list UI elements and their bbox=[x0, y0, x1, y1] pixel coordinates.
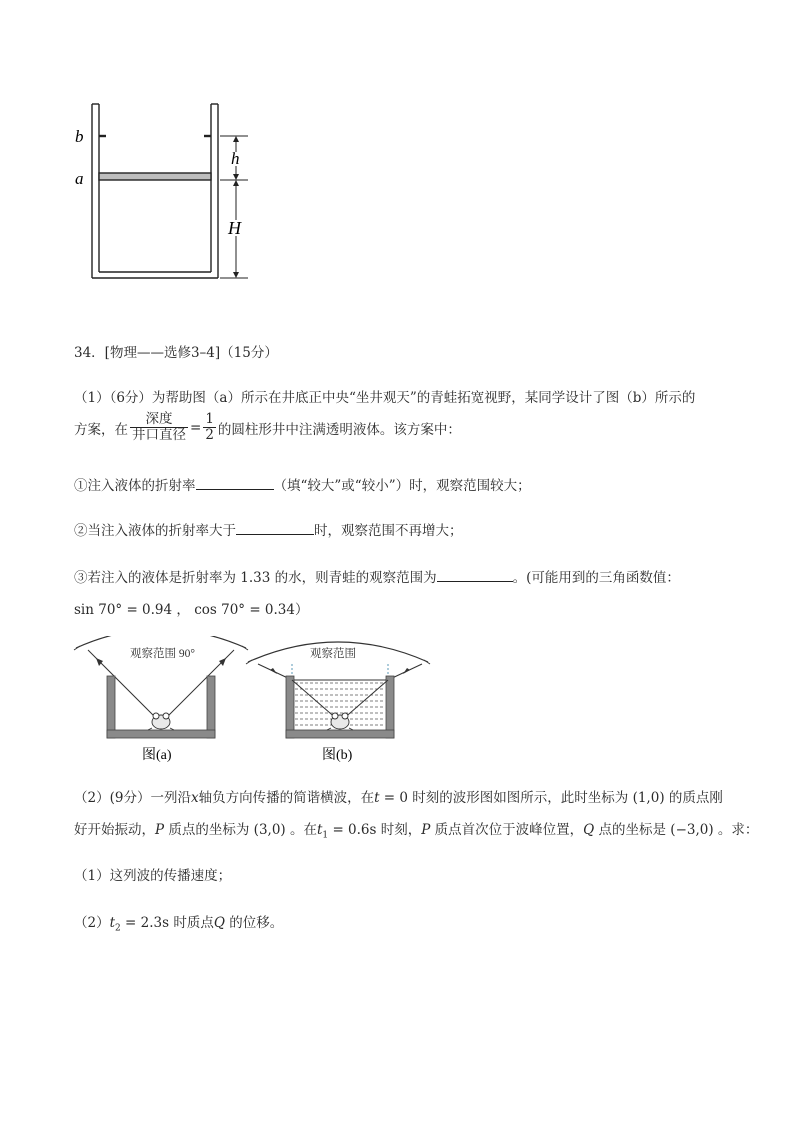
p2-line2-b: 质点的坐标为 (3,0) 。在 bbox=[164, 822, 317, 838]
p2-sub2-c: 的位移。 bbox=[224, 915, 284, 931]
item-2 bbox=[74, 519, 463, 539]
part2-sub1: （1）这列波的传播速度； bbox=[74, 868, 232, 884]
p2-line2-c: = 0.6s 时刻， bbox=[328, 822, 422, 838]
answer-blank-1[interactable] bbox=[196, 475, 274, 490]
p2-var-P: P bbox=[155, 822, 165, 838]
part2-line1 bbox=[74, 786, 723, 806]
label-b: b bbox=[75, 127, 84, 146]
part1-line2-post: 的圆柱形井中注满透明液体。该方案中： bbox=[217, 421, 461, 438]
item1-text-post: （填“较大”或“较小”）时，观察范围较大； bbox=[273, 478, 531, 494]
part2-sub2 bbox=[74, 911, 283, 934]
question-34-header: 34．[物理——选修3–4]（15分） bbox=[74, 345, 278, 361]
item2-text-pre: ②当注入液体的折射率大于 bbox=[74, 523, 236, 539]
answer-blank-2[interactable] bbox=[236, 520, 314, 535]
p2-line2-a: 好开始振动， bbox=[74, 822, 155, 838]
p2-var-t: t bbox=[374, 790, 380, 806]
part1-intro-line1: （1）（6分）为帮助图（a）所示在井底正中央“坐井观天”的青蛙拓宽视野，某同学设计了图（b）所示的 bbox=[74, 390, 696, 406]
fraction-depth-diameter bbox=[130, 412, 188, 443]
fig-a-arc-label: 观察范围 90° bbox=[130, 648, 195, 660]
p2-line1-c: = 0 时刻的波形图如图所示，此时坐标为 (1,0) 的质点刚 bbox=[379, 790, 723, 806]
p2-var-x: x bbox=[190, 790, 199, 806]
frog-well-figures bbox=[70, 636, 440, 764]
p2-line2-d: 质点首次位于波峰位置， bbox=[430, 822, 584, 838]
label-H: H bbox=[228, 218, 241, 238]
fig-b-arc-label: 观察范围 bbox=[310, 648, 356, 660]
item-3 bbox=[74, 566, 680, 586]
fraction-one-half bbox=[203, 412, 216, 443]
p2-sub2-a: （2） bbox=[74, 915, 110, 931]
p2-var-t2: t bbox=[109, 915, 116, 931]
fraction1-numerator: 深度 bbox=[130, 412, 188, 428]
p2-sub2-b: = 2.3s 时质点 bbox=[120, 915, 214, 931]
container-piston-figure bbox=[70, 100, 260, 285]
part1-line2-pre: 方案，在 bbox=[74, 421, 128, 438]
p2-var-Q: Q bbox=[583, 822, 595, 838]
caption-a: 图(a) bbox=[142, 748, 172, 763]
label-a: a bbox=[75, 169, 84, 188]
fraction2-numerator: 1 bbox=[205, 411, 214, 427]
fraction2-denominator: 2 bbox=[205, 427, 214, 443]
part2-line2 bbox=[74, 818, 758, 841]
p2-sub-2: 2 bbox=[115, 923, 121, 934]
p2-var-t1: t bbox=[316, 822, 323, 838]
fraction1-denominator: 井口直径 bbox=[132, 427, 186, 443]
item1-text-pre: ①注入液体的折射率 bbox=[74, 478, 196, 494]
trig-values: sin 70° = 0.94 ， cos 70° = 0.34） bbox=[74, 602, 309, 618]
label-h: h bbox=[231, 149, 240, 168]
item3-text-pre: ③若注入的液体是折射率为 1.33 的水，则青蛙的观察范围为 bbox=[74, 570, 437, 586]
item3-text-post: 。(可能用到的三角函数值： bbox=[512, 570, 680, 586]
p2-line2-e: 点的坐标是 (−3,0) 。求： bbox=[594, 822, 759, 838]
equals-sign: = bbox=[190, 419, 202, 436]
item-1 bbox=[74, 474, 531, 494]
p2-line1-a: （2）(9分）一列沿 bbox=[74, 790, 191, 806]
answer-blank-3[interactable] bbox=[437, 567, 513, 582]
p2-var-P2: P bbox=[421, 822, 431, 838]
p2-line1-b: 轴负方向传播的简谐横波，在 bbox=[198, 790, 375, 806]
part1-intro-line2 bbox=[74, 412, 461, 443]
item2-text-post: 时，观察范围不再增大； bbox=[314, 523, 463, 539]
caption-b: 图(b) bbox=[322, 748, 353, 763]
p2-sub-1: 1 bbox=[322, 830, 329, 841]
p2-var-Q2: Q bbox=[213, 915, 225, 931]
